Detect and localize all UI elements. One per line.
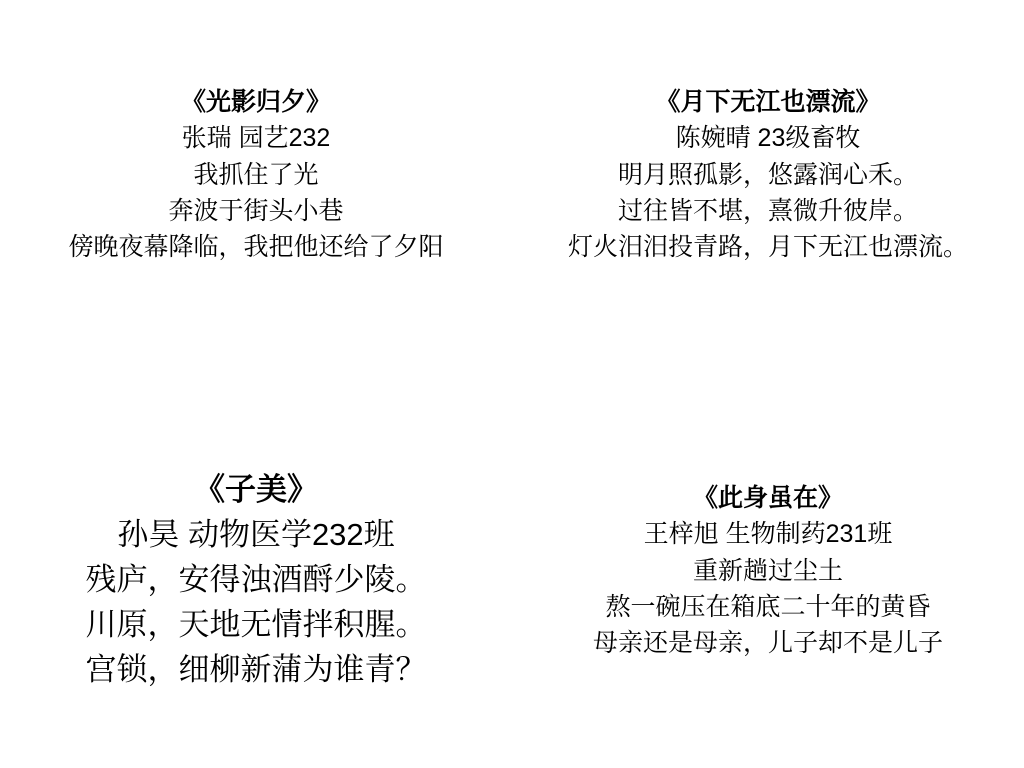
poem-line: 残庐，安得浊酒酹少陵。 xyxy=(85,561,427,597)
poem-author: 王梓旭 生物制药231班 xyxy=(643,520,893,549)
poem-author: 孙昊 动物医学232班 xyxy=(117,516,395,552)
poem-block-4 xyxy=(512,384,1024,768)
poem-line: 奔波于街头小巷 xyxy=(168,196,344,225)
poem-line: 灯火汨汨投青路，月下无江也漂流。 xyxy=(567,233,968,261)
poem-line: 熬一碗压在箱底二十年的黄昏 xyxy=(605,592,931,621)
poem-line: 我抓住了光 xyxy=(193,160,319,189)
poem-line: 过往皆不堪，熹微升彼岸。 xyxy=(617,196,918,225)
poem-title: 《此身虽在》 xyxy=(692,484,843,512)
poem-block-2 xyxy=(512,0,1024,384)
poem-line: 傍晚夜幕降临，我把他还给了夕阳 xyxy=(68,233,444,261)
poem-line: 宫锁，细柳新蒲为谁青？ xyxy=(85,651,427,687)
poem-block-1 xyxy=(0,0,512,384)
poem-author: 张瑞 园艺232 xyxy=(181,124,331,153)
poem-line: 明月照孤影，悠露润心禾。 xyxy=(617,160,918,189)
poem-line: 母亲还是母亲，儿子却不是儿子 xyxy=(592,629,943,657)
poem-author: 陈婉晴 23级畜牧 xyxy=(675,124,861,153)
poem-title: 《光影归夕》 xyxy=(180,88,331,116)
poem-title: 《月下无江也漂流》 xyxy=(655,88,881,116)
poem-line: 重新趟过尘土 xyxy=(692,556,843,585)
poem-line: 川原，天地无情拌积腥。 xyxy=(85,606,427,642)
poem-title: 《子美》 xyxy=(194,472,318,507)
poem-block-3 xyxy=(0,384,512,768)
